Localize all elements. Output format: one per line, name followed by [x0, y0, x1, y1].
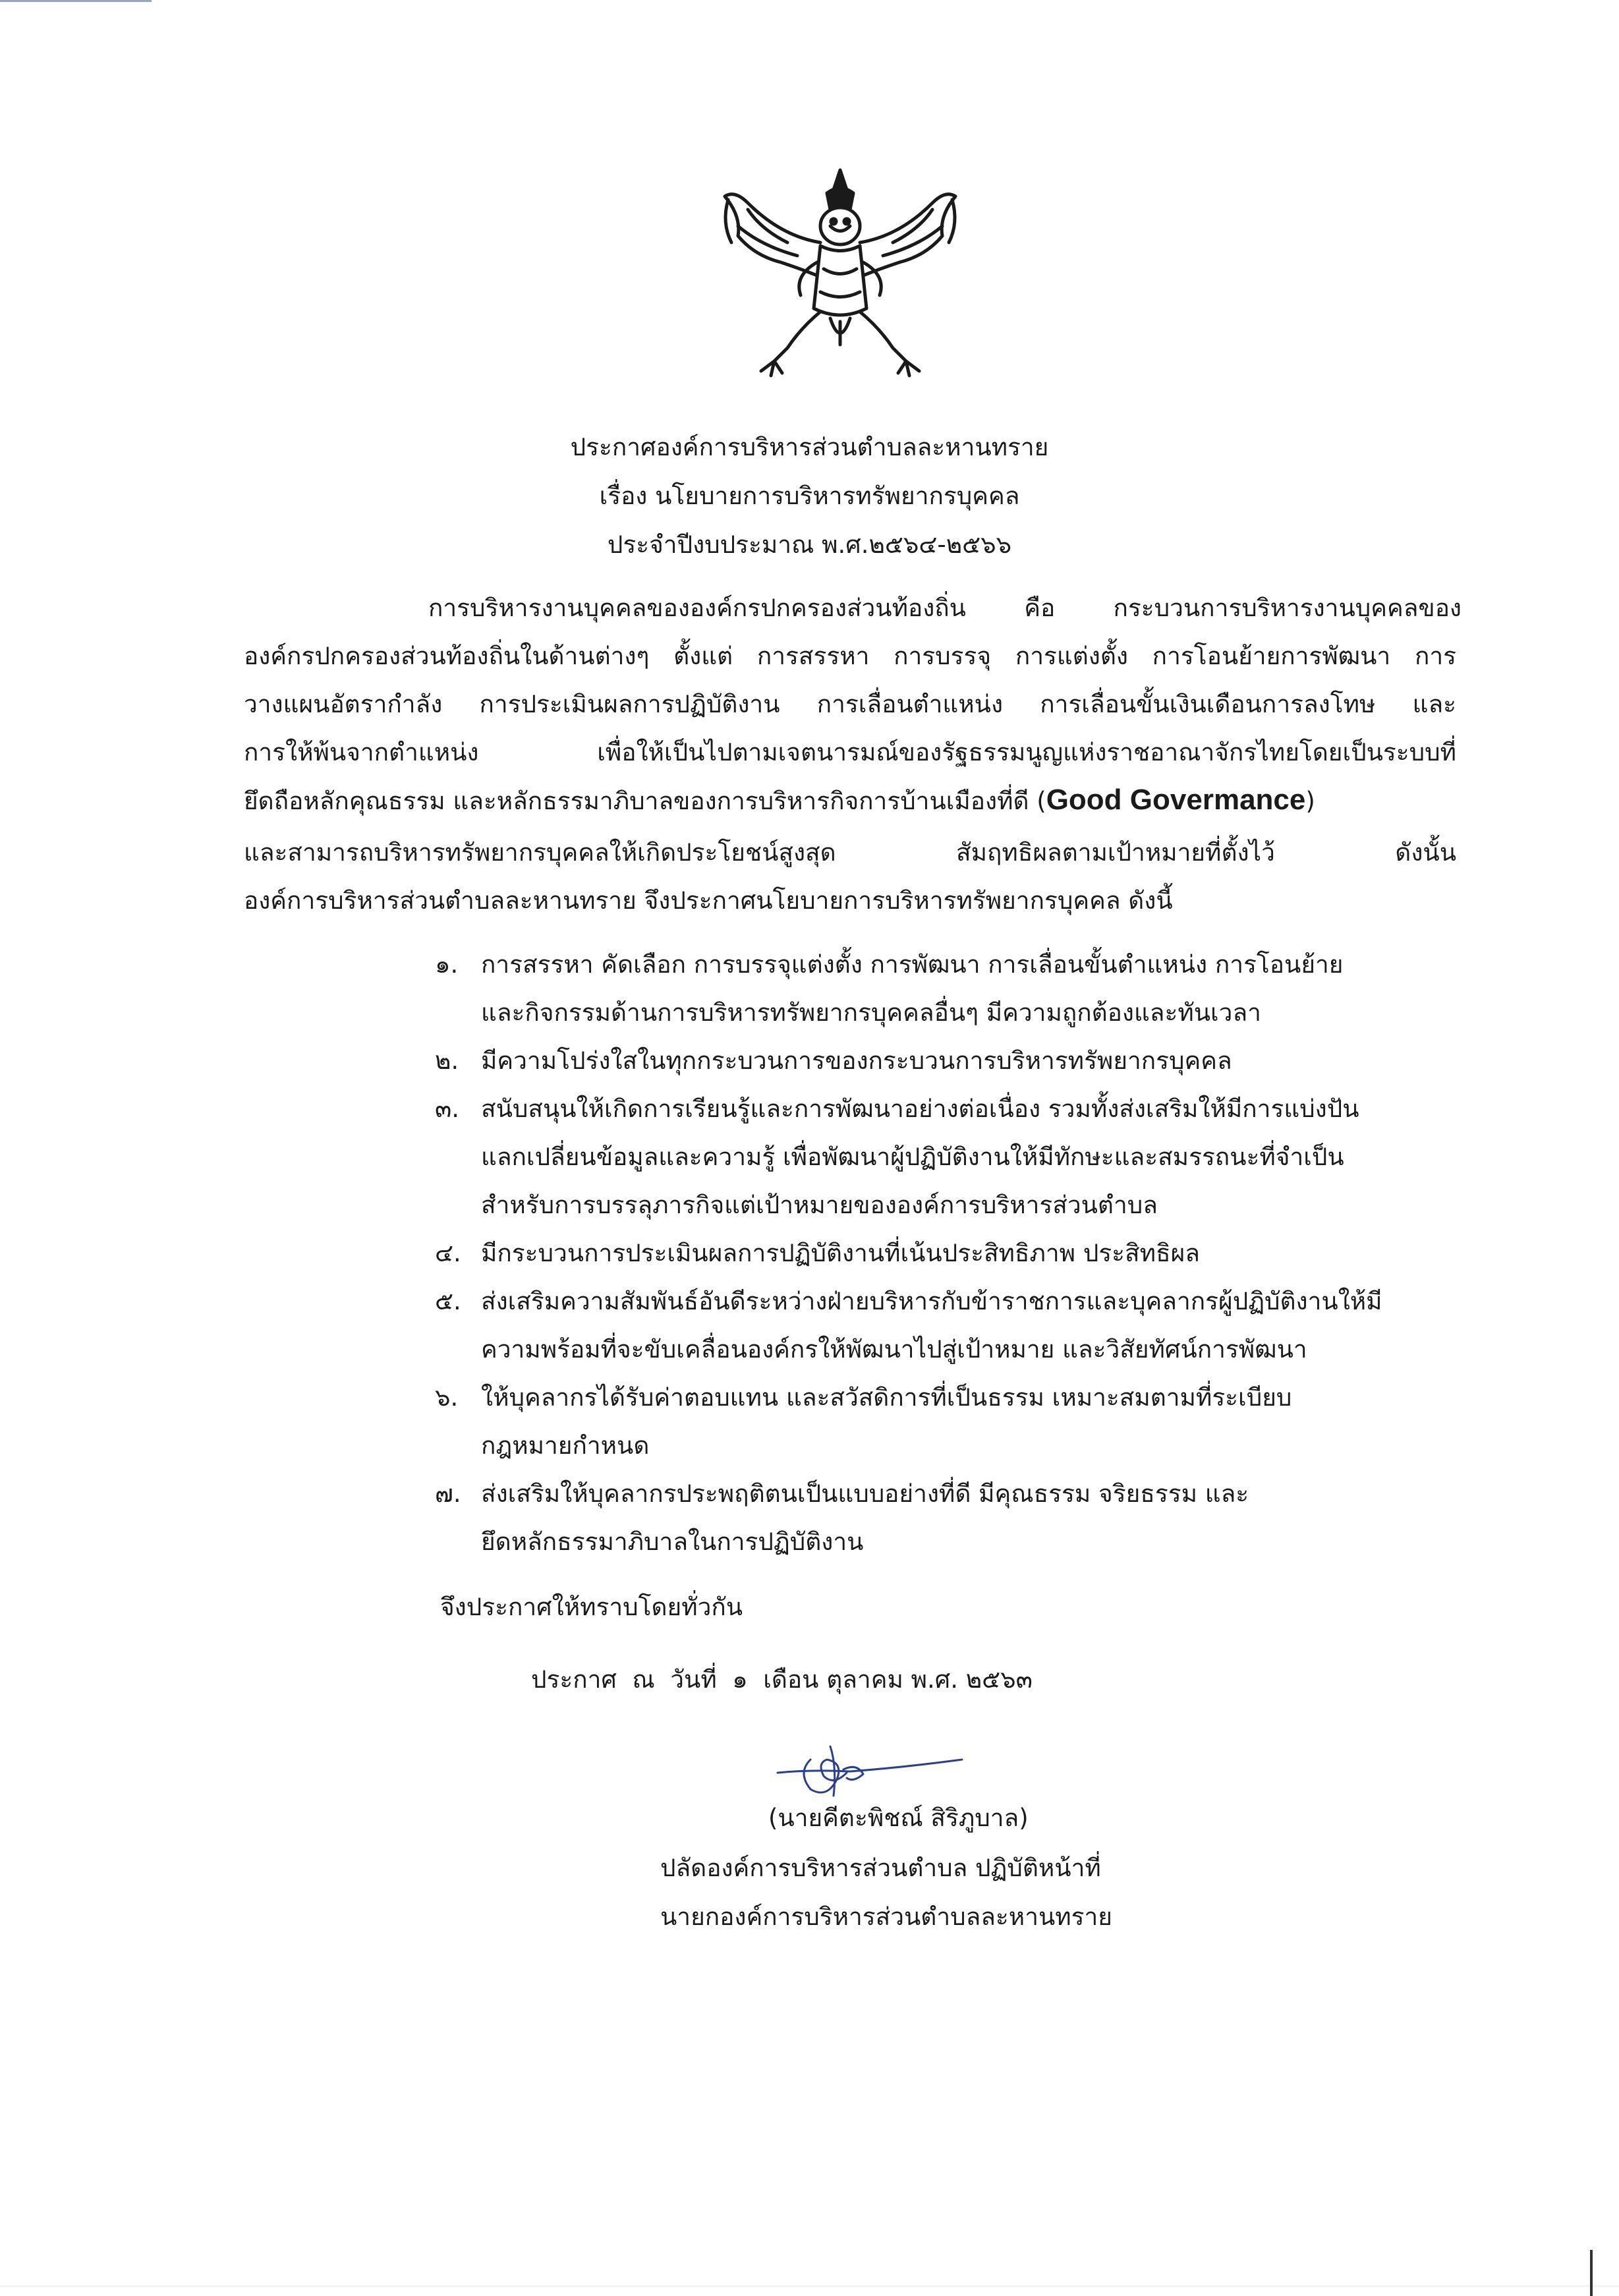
scan-edge-line — [0, 0, 152, 2]
policy-item-number: ๔. — [435, 1239, 461, 1267]
policy-item-line: และกิจกรรมด้านการบริหารทรัพยากรบุคคลอื่นๆ มีความถูกต้องและทันเวลา — [481, 998, 1261, 1027]
announcement-subject: เรื่อง นโยบายการบริหารทรัพยากรบุคคล — [599, 482, 1020, 510]
policy-item-line: ส่งเสริมความสัมพันธ์อันดีระหว่างฝ่ายบริหารกับข้าราชการและบุคลากรผู้ปฏิบัติงานให้มี — [481, 1287, 1382, 1315]
announcement-title: ประกาศองค์การบริหารส่วนตำบลละหานทราย — [570, 433, 1049, 461]
intro-line: การให้พ้นจากตำแหน่ง เพื่อให้เป็นไปตามเจตนารมณ์ของรัฐธรรมนูญแห่งราชอาณาจักรไทยโดยเป็นระบบที่ — [244, 738, 1456, 766]
policy-item-line: การสรรหา คัดเลือก การบรรจุแต่งตั้ง การพัฒนา การเลื่อนขั้นตำแหน่ง การโอนย้าย — [481, 950, 1344, 979]
policy-item-line: ยึดหลักธรรมาภิบาลในการปฏิบัติงาน — [481, 1528, 864, 1556]
intro-line: และสามารถบริหารทรัพยากรบุคคลให้เกิดประโยชน์สูงสุด สัมฤทธิผลตามเป้าหมายที่ตั้งไว้ ดังนั้น — [244, 838, 1456, 867]
policy-item-line: มีความโปร่งใสในทุกกระบวนการของกระบวนการบริหารทรัพยากรบุคคล — [481, 1047, 1232, 1075]
policy-item-number: ๓. — [435, 1095, 460, 1123]
policy-item-line: ให้บุคลากรได้รับค่าตอบแทน และสวัสดิการที่เป็นธรรม เหมาะสมตามที่ระเบียบ — [481, 1383, 1292, 1412]
intro-line: องค์การบริหารส่วนตำบลละหานทราย จึงประกาศนโยบายการบริหารทรัพยากรบุคคล ดังนี้ — [244, 886, 1173, 915]
intro-line-text: ) — [1305, 787, 1315, 815]
policy-item-number: ๑. — [435, 950, 459, 979]
intro-line-text: ยึดถือหลักคุณธรรม และหลักธรรมาภิบาลของการบริหารกิจการบ้านเมืองที่ดี ( — [244, 787, 1046, 815]
policy-item-line: มีกระบวนการประเมินผลการปฏิบัติงานที่เน้นประสิทธิภาพ ประสิทธิผล — [481, 1239, 1200, 1267]
good-governance-term: Good Govermance — [1046, 784, 1306, 816]
policy-item-line: สนับสนุนให้เกิดการเรียนรู้และการพัฒนาอย่างต่อเนื่อง รวมทั้งส่งเสริมให้มีการแบ่งปัน — [481, 1095, 1359, 1123]
signatory-position: นายกองค์การบริหารส่วนตำบลละหานทราย — [660, 1903, 1112, 1931]
policy-item-number: ๒. — [435, 1047, 459, 1075]
intro-line: การบริหารงานบุคคลขององค์กรปกครองส่วนท้องถิ่น คือ กระบวนการบริหารงานบุคคลของ — [428, 594, 1462, 622]
intro-line — [244, 786, 1315, 815]
closing-statement: จึงประกาศให้ทราบโดยทั่วกัน — [440, 1593, 743, 1621]
intro-line: วางแผนอัตรากำลัง การประเมินผลการปฏิบัติงาน การเลื่อนตำแหน่ง การเลื่อนขั้นเงินเดือนการลงโทษ และ — [244, 690, 1456, 718]
policy-item-line: ความพร้อมที่จะขับเคลื่อนองค์กรให้พัฒนาไปสู่เป้าหมาย และวิสัยทัศน์การพัฒนา — [481, 1335, 1307, 1363]
policy-item-number: ๗. — [435, 1479, 461, 1508]
signatory-position: ปลัดองค์การบริหารส่วนตำบล ปฏิบัติหน้าที่ — [660, 1854, 1101, 1882]
policy-item-line: สำหรับการบรรลุภารกิจแต่เป้าหมายขององค์การบริหารส่วนตำบล — [481, 1191, 1158, 1219]
intro-line: องค์กรปกครองส่วนท้องถิ่นในด้านต่างๆ ตั้งแต่ การสรรหา การบรรจุ การแต่งตั้ง การโอนย้ายการพัฒนา การ — [244, 642, 1456, 670]
policy-item-number: ๕. — [435, 1287, 461, 1315]
scan-edge-mark — [1590, 2250, 1593, 2296]
announcement-date: ประกาศ ณ วันที่ ๑ เดือน ตุลาคม พ.ศ. ๒๕๖๓ — [531, 1665, 1033, 1694]
garuda-emblem — [708, 163, 972, 381]
policy-item-line: กฎหมายกำหนด — [481, 1431, 650, 1460]
signatory-name: (นายคีตะพิชณ์ สิริภูบาล) — [768, 1804, 1029, 1832]
fiscal-year: ประจำปีงบประมาณ พ.ศ.๒๕๖๔-๒๕๖๖ — [607, 531, 1012, 559]
policy-item-number: ๖. — [435, 1383, 459, 1412]
scan-edge-line — [0, 2285, 1619, 2287]
policy-item-line: แลกเปลี่ยนข้อมูลและความรู้ เพื่อพัฒนาผู้ปฏิบัติงานให้มีทักษะและสมรรถนะที่จำเป็น — [481, 1143, 1344, 1171]
policy-item-line: ส่งเสริมให้บุคลากรประพฤติตนเป็นแบบอย่างที่ดี มีคุณธรรม จริยธรรม และ — [481, 1479, 1249, 1508]
